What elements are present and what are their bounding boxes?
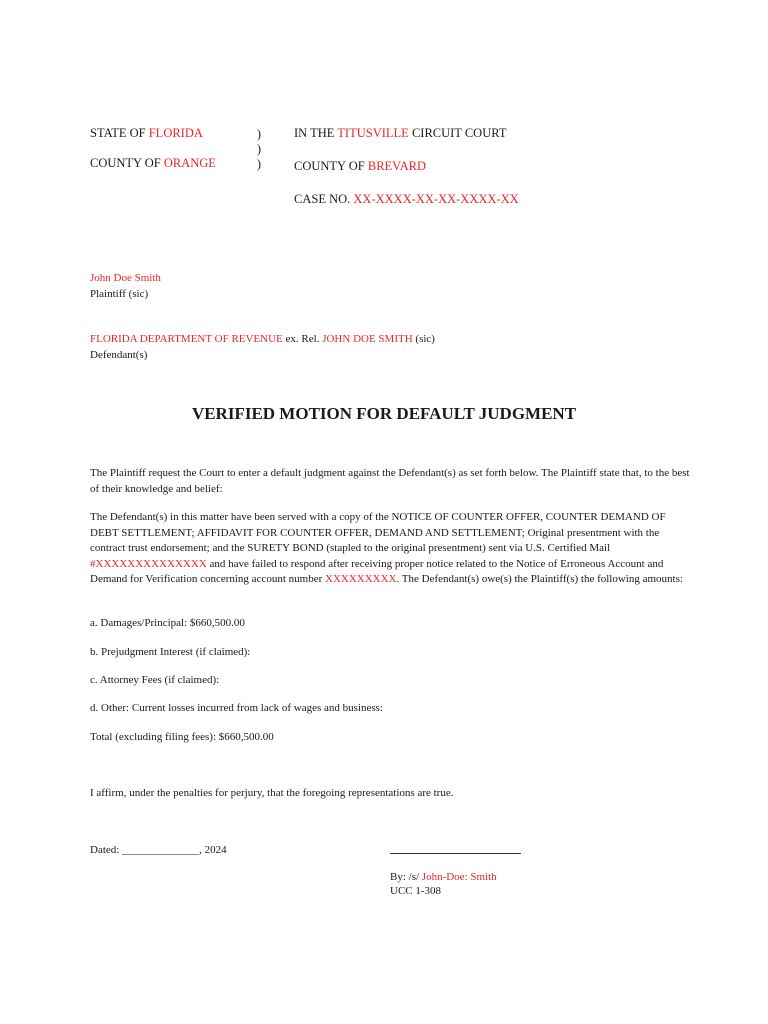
county-line [90,156,216,171]
court-county-name: BREVARD [367,159,426,173]
caption-paren: ) [256,157,262,171]
defendant-name: FLORIDA DEPARTMENT OF REVENUE [90,333,283,345]
service-paragraph [90,510,690,588]
county-name: ORANGE [163,156,216,170]
case-prefix: CASE NO. [294,192,354,206]
ucc-reference: UCC 1-308 [390,885,442,897]
total-amount: Total (excluding filing fees): $660,500.00 [90,731,274,743]
court-line [294,126,506,141]
state-prefix: STATE OF [90,126,149,140]
signed-by-prefix: By: /s/ [390,871,422,883]
item-attorney-fees: c. Attorney Fees (if claimed): [90,674,220,686]
account-number: XXXXXXXXX [325,573,397,585]
state-line [90,126,203,141]
defendant-rel: ex. Rel. [282,333,323,345]
court-county-line [294,159,426,174]
caption-paren: ) [256,142,262,156]
signature-line [390,853,521,854]
service-text-3: . The Defendant(s) owe(s) the Plaintiff(s) the following amounts: [396,573,683,585]
item-damages: a. Damages/Principal: $660,500.00 [90,617,245,629]
court-county-prefix: COUNTY OF [294,159,368,173]
court-suffix: CIRCUIT COURT [408,126,507,140]
intro-paragraph: The Plaintiff request the Court to enter a default judgment against the Defendant(s) as set forth below. The Plaintiff state that, to the best of their knowledge and belief: [90,467,690,495]
document-title: VERIFIED MOTION FOR DEFAULT JUDGMENT [191,404,577,423]
signer-name: John-Doe: Smith [421,871,497,883]
county-prefix: COUNTY OF [90,156,164,170]
service-text-2: and have failed to respond after receiving proper notice related to the Notice of Erroneous Account and Demand for Verification concerning account number [90,557,664,585]
defendant-sic: (sic) [412,333,435,345]
plaintiff-name: John Doe Smith [90,272,161,284]
defendant-line [90,332,435,348]
defendant-label: Defendant(s) [90,349,148,361]
case-number-line [294,192,519,207]
caption-paren: ) [256,127,262,141]
state-name: FLORIDA [148,126,203,140]
service-text-1: The Defendant(s) in this matter have been served with a copy of the NOTICE OF COUNTER OFFER, COUNTER DEMAND OF DEBT SETTLEMENT; AFFIDAVIT FOR COUNTER OFFER, DEMAND AND SETTLEMENT; Original presentment with the contract trust endorsement; and the SURETY BOND (stapled to the original presentment) sent via U.S. Certified Mail [90,511,666,554]
plaintiff-label: Plaintiff (sic) [90,288,149,300]
certified-mail-number: #XXXXXXXXXXXXXX [90,557,207,570]
court-prefix: IN THE [294,126,338,140]
court-city: TITUSVILLE [337,126,409,140]
defendant-rel-name: JOHN DOE SMITH [322,333,413,345]
item-interest: b. Prejudgment Interest (if claimed): [90,646,251,658]
affirmation: I affirm, under the penalties for perjury, that the foregoing representations are true. [90,787,454,799]
item-other: d. Other: Current losses incurred from lack of wages and business: [90,702,383,714]
case-number: XX-XXXX-XX-XX-XXXX-XX [353,192,519,206]
dated-line: Dated: ______________, 2024 [90,844,227,856]
